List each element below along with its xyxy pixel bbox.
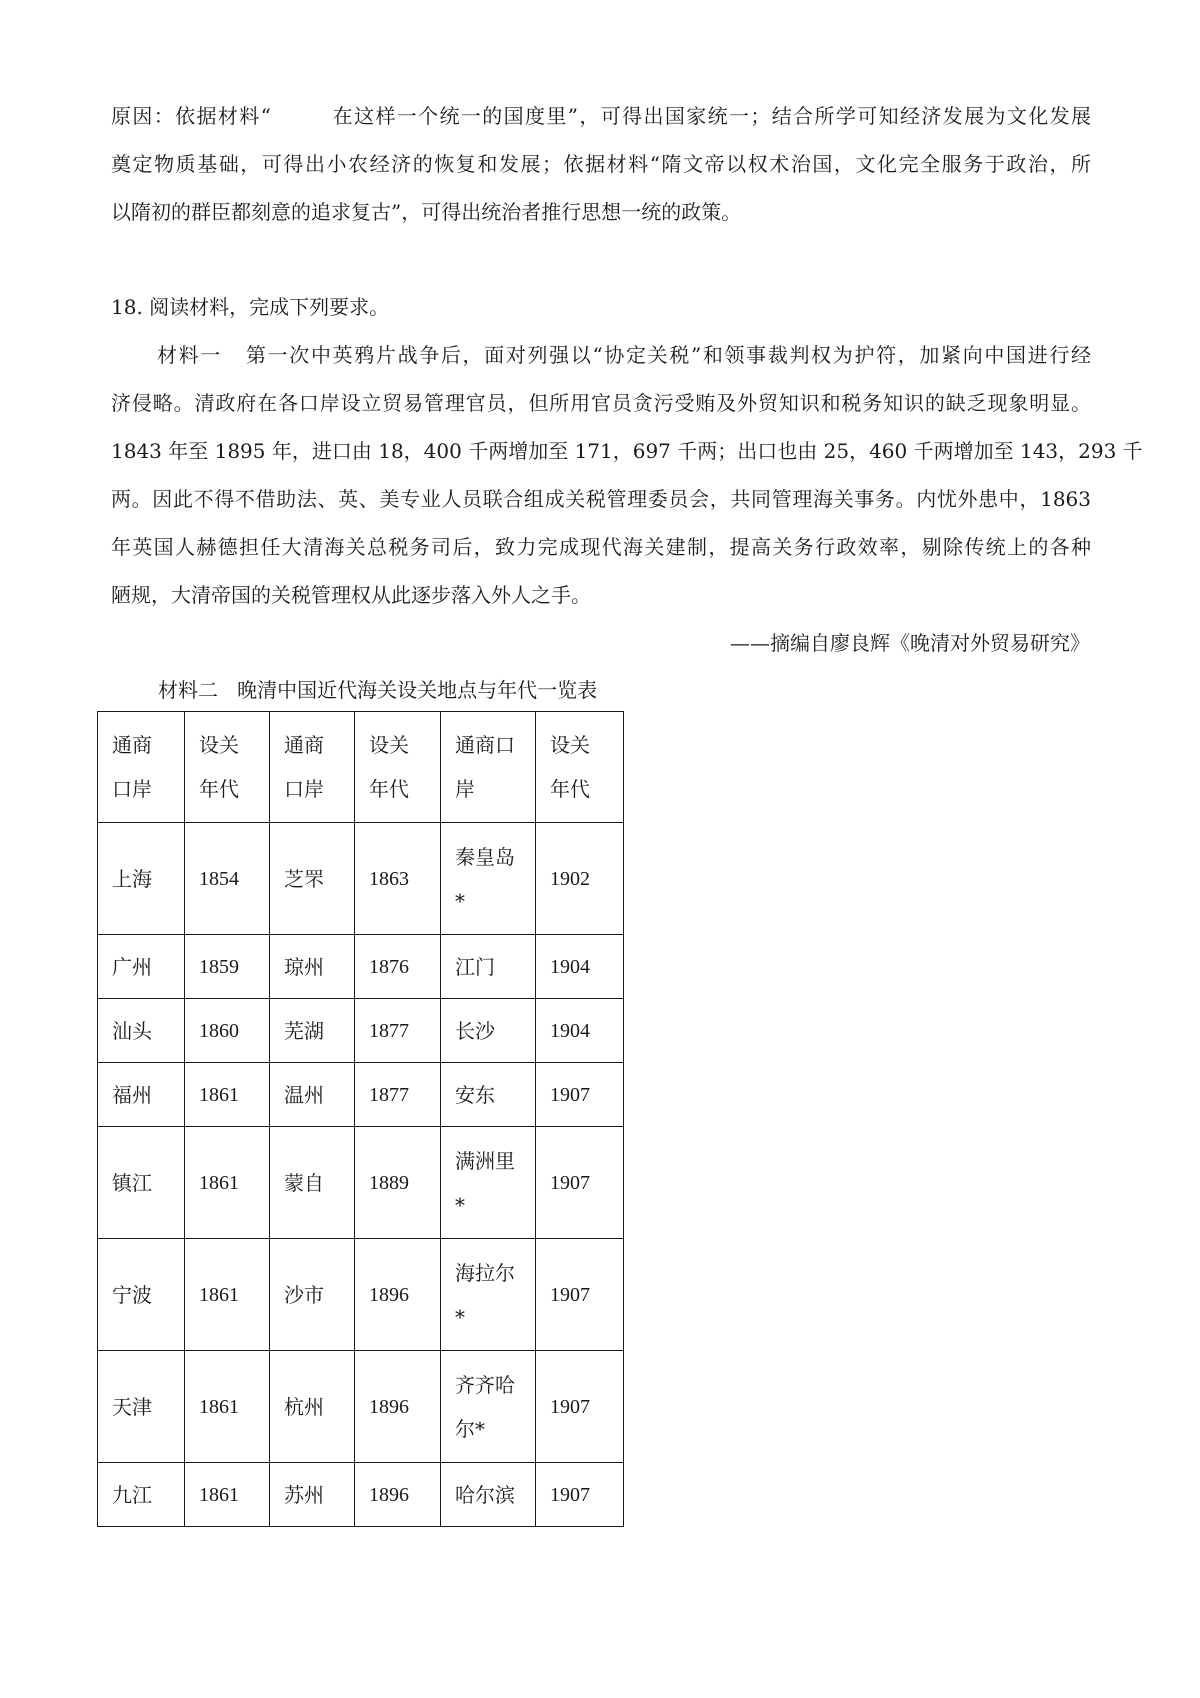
table-cell: 1877: [355, 999, 441, 1063]
table-cell: 1907: [536, 1351, 624, 1463]
material-2-caption: 材料二 晚清中国近代海关设关地点与年代一览表: [158, 678, 598, 702]
table-cell: 芜湖: [270, 999, 355, 1063]
table-cell: 蒙自: [270, 1127, 355, 1239]
table-cell: 1860: [185, 999, 270, 1063]
table-cell: 齐齐哈 尔*: [441, 1351, 536, 1463]
table-cell: 1904: [536, 999, 624, 1063]
table-cell: 1861: [185, 1127, 270, 1239]
table-cell: 1861: [185, 1463, 270, 1527]
table-cell: 1889: [355, 1127, 441, 1239]
table-header-row: [98, 712, 624, 823]
material-1-line-6: 陋规，大清帝国的关税管理权从此逐步落入外人之手。: [111, 583, 591, 607]
reason-paragraph: [111, 92, 1091, 236]
table-cell: 上海: [98, 823, 185, 935]
table-row: [98, 1239, 624, 1351]
table-row: [98, 1127, 624, 1239]
table-cell: 镇江: [98, 1127, 185, 1239]
table-cell: 1896: [355, 1351, 441, 1463]
table-cell: 1896: [355, 1239, 441, 1351]
table-cell: 安东: [441, 1063, 536, 1127]
header-cell: 设关 年代: [185, 712, 270, 823]
material-1-line-5: 年英国人赫德担任大清海关总税务司后，致力完成现代海关建制，提高关务行政效率，剔除传统上的各种: [111, 535, 1091, 559]
table-cell: 1907: [536, 1463, 624, 1527]
table-cell: 哈尔滨: [441, 1463, 536, 1527]
table-row: [98, 935, 624, 999]
table-cell: 1876: [355, 935, 441, 999]
table-cell: 天津: [98, 1351, 185, 1463]
table-cell: 1904: [536, 935, 624, 999]
table-row: [98, 999, 624, 1063]
table-cell: 九江: [98, 1463, 185, 1527]
header-cell: 通商口 岸: [441, 712, 536, 823]
table-cell: 沙市: [270, 1239, 355, 1351]
table-cell: 1859: [185, 935, 270, 999]
question-18-heading: [111, 283, 1091, 331]
table-cell: 苏州: [270, 1463, 355, 1527]
header-cell: 设关 年代: [355, 712, 441, 823]
header-cell: 通商 口岸: [270, 712, 355, 823]
question-18-heading-text: 18. 阅读材料，完成下列要求。: [111, 295, 390, 319]
table-row: [98, 823, 624, 935]
material-1-line-1: 材料一 第一次中英鸦片战争后，面对列强以“协定关税”和领事裁判权为护符，加紧向中国进行经: [157, 343, 1091, 367]
header-cell: 设关 年代: [536, 712, 624, 823]
table-cell: 杭州: [270, 1351, 355, 1463]
table-cell: 1907: [536, 1127, 624, 1239]
table-cell: 1907: [536, 1063, 624, 1127]
table-cell: 长沙: [441, 999, 536, 1063]
table-cell: 1861: [185, 1351, 270, 1463]
table-cell: 1861: [185, 1063, 270, 1127]
material-1-line-2: 济侵略。清政府在各口岸设立贸易管理官员，但所用官员贪污受贿及外贸知识和税务知识的缺乏现象明显。: [111, 391, 1091, 415]
table-cell: 1902: [536, 823, 624, 935]
table-cell: 琼州: [270, 935, 355, 999]
table-cell: 1877: [355, 1063, 441, 1127]
table-cell: 1861: [185, 1239, 270, 1351]
table-cell: 温州: [270, 1063, 355, 1127]
table-cell: 1907: [536, 1239, 624, 1351]
table-row: [98, 1463, 624, 1527]
table-cell: 秦皇岛 *: [441, 823, 536, 935]
table-cell: 汕头: [98, 999, 185, 1063]
table-row: [98, 1351, 624, 1463]
material-1-line-3: 1843 年至 1895 年，进口由 18，400 千两增加至 171，697 千两；出口也由 25，460 千两增加至 143，293 千: [111, 439, 1143, 463]
table-row: [98, 1063, 624, 1127]
table-cell: 芝罘: [270, 823, 355, 935]
reason-line-2: 奠定物质基础，可得出小农经济的恢复和发展；依据材料“隋文帝以权术治国，文化完全服务于政治，所: [111, 152, 1091, 176]
table-cell: 宁波: [98, 1239, 185, 1351]
table-cell: 福州: [98, 1063, 185, 1127]
customs-ports-table: [97, 711, 624, 1527]
material-1-paragraph: [111, 331, 1143, 619]
table-cell: 1896: [355, 1463, 441, 1527]
material-1-line-4: 两。因此不得不借助法、英、美专业人员联合组成关税管理委员会，共同管理海关事务。内忧外患中，1863: [111, 487, 1091, 511]
material-1-source: ——摘编自廖良辉《晚清对外贸易研究》: [730, 631, 1090, 655]
table-cell: 满洲里 *: [441, 1127, 536, 1239]
table-cell: 江门: [441, 935, 536, 999]
reason-line-1: 原因：依据材料“ 在这样一个统一的国度里”，可得出国家统一；结合所学可知经济发展为文化发展: [111, 104, 1091, 128]
table-cell: 1863: [355, 823, 441, 935]
table-cell: 海拉尔 *: [441, 1239, 536, 1351]
reason-line-3: 以隋初的群臣都刻意的追求复古”，可得出统治者推行思想一统的政策。: [111, 200, 742, 224]
table-cell: 1854: [185, 823, 270, 935]
header-cell: 通商 口岸: [98, 712, 185, 823]
table-cell: 广州: [98, 935, 185, 999]
